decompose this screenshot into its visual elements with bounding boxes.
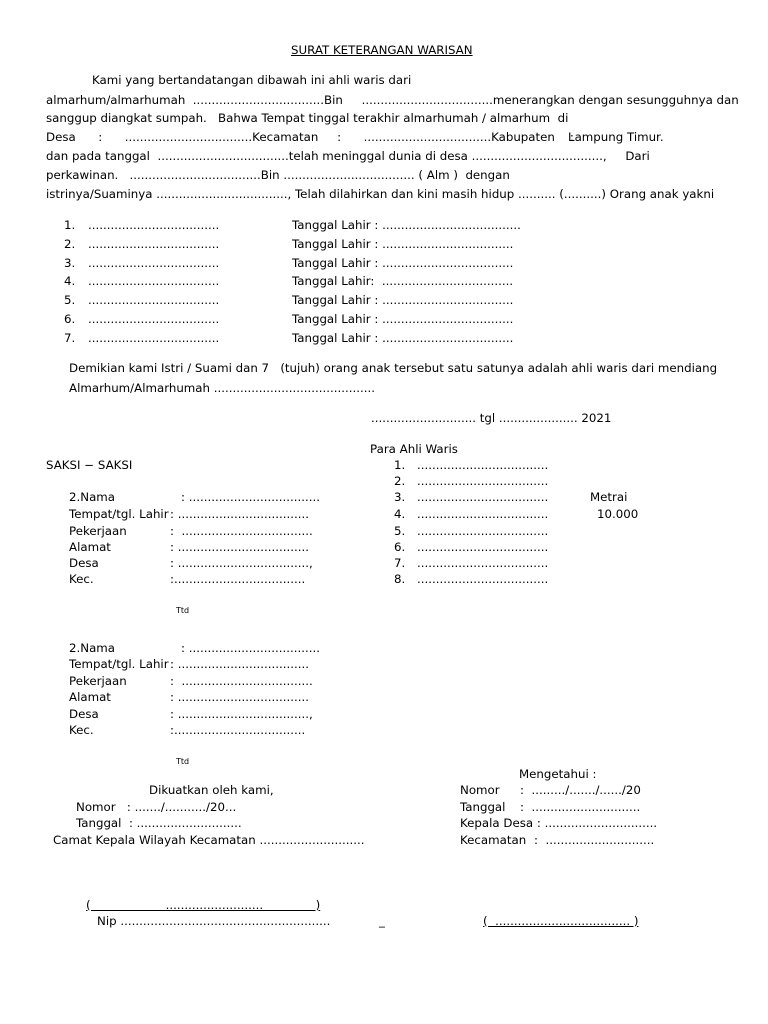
item-number: 2. <box>64 237 76 251</box>
witness-birth-label: Tempat/tgl. Lahir <box>69 507 169 521</box>
heir-number: 7. <box>394 556 406 570</box>
heir-name: ................................... <box>417 507 549 521</box>
stamp-label: Metrai <box>590 490 628 504</box>
document-title: SURAT KETERANGAN WARISAN <box>291 43 473 57</box>
witnesses-heading: SAKSI − SAKSI <box>46 458 133 472</box>
endorsement-heading: Dikuatkan oleh kami, <box>149 783 274 797</box>
child-name: ................................... <box>88 256 220 270</box>
center-dash: _ <box>379 914 385 928</box>
witness-job-label: Pekerjaan <box>69 674 127 688</box>
ack-nomor-label: Nomor <box>460 783 500 797</box>
ack-kecamatan-label: Kecamatan <box>460 833 527 847</box>
list-item <box>64 293 75 307</box>
heir-name: ................................... <box>417 474 549 488</box>
witness-village-value: : ..................................., <box>170 707 313 721</box>
item-number: 3. <box>64 256 76 270</box>
witness-address-value: : ................................... <box>170 540 309 554</box>
heirs-heading: Para Ahli Waris <box>370 442 458 456</box>
child-name: ................................... <box>88 218 220 232</box>
heir-number: 6. <box>394 540 406 554</box>
witness-district-label: Kec. <box>69 723 94 737</box>
intro-line-4: Desa : ..................................Kecamatan : ..................................Kabupaten : <box>46 130 574 144</box>
heir-name: ................................... <box>417 524 549 538</box>
endorsement-tanggal: Tanggal : ............................ <box>76 816 242 830</box>
endorsement-nomor: Nomor : ......./.........../20... <box>76 800 237 814</box>
heir-name: ................................... <box>417 490 549 504</box>
ack-tanggal-label: Tanggal <box>460 800 506 814</box>
item-number: 4. <box>64 274 76 288</box>
heir-number: 8. <box>394 572 406 586</box>
item-number: 5. <box>64 293 76 307</box>
item-number: 7. <box>64 331 76 345</box>
heir-number: 5. <box>394 524 406 538</box>
list-item <box>64 237 75 251</box>
endorsement-camat: Camat Kepala Wilayah Kecamatan ............................ <box>53 833 365 847</box>
ack-kecamatan-value: : ............................. <box>534 833 655 847</box>
child-dob: Tanggal Lahir : ................................... <box>292 293 514 307</box>
item-number: 1. <box>64 218 76 232</box>
witness-address-label: Alamat <box>69 690 111 704</box>
child-dob: Tanggal Lahir : ................................... <box>292 312 514 326</box>
list-item <box>64 274 75 288</box>
child-name: ................................... <box>88 274 220 288</box>
witness-village-label: Desa <box>69 556 99 570</box>
witness-village-value: : ..................................., <box>170 556 313 570</box>
heir-name: ................................... <box>417 572 549 586</box>
closing-line-2: Almarhum/Almarhumah ........................................... <box>69 381 375 395</box>
intro-line-4-district: Lampung Timur. <box>568 130 664 144</box>
ack-village-head: Kepala Desa : .............................. <box>460 816 658 830</box>
witness-signature: Ttd <box>176 606 190 615</box>
witness-job-value: : ................................... <box>170 674 313 688</box>
child-name: ................................... <box>88 293 220 307</box>
witness-name-value: : ................................... <box>181 641 320 655</box>
ack-tanggal-value: : ............................. <box>520 800 641 814</box>
heir-number: 1. <box>394 458 406 472</box>
left-signature-line: ( .......................... ) <box>86 898 321 912</box>
heir-name: ................................... <box>417 458 549 472</box>
intro-line-2: almarhum/almarhumah ...................................Bin ...................................menerangkan dengan sesungguhnya dan <box>46 93 739 107</box>
child-dob: Tanggal Lahir : ..................................... <box>292 218 521 232</box>
child-dob: Tanggal Lahir : ................................... <box>292 256 514 270</box>
witness-name-value: : ................................... <box>181 490 320 504</box>
heir-number: 4. <box>394 507 406 521</box>
witness-name-label: 2.Nama <box>69 641 116 655</box>
witness-job-label: Pekerjaan <box>69 524 127 538</box>
ack-nomor-value: : ........./......./....../20 <box>520 783 641 797</box>
witness-village-label: Desa <box>69 707 99 721</box>
witness-district-value: :................................... <box>170 572 306 586</box>
witness-job-value: : ................................... <box>170 524 313 538</box>
date-line: ............................ tgl ..................... 2021 <box>371 411 612 425</box>
witness-district-value: :................................... <box>170 723 306 737</box>
witness-district-label: Kec. <box>69 572 94 586</box>
child-name: ................................... <box>88 331 220 345</box>
list-item <box>64 331 75 345</box>
heir-name: ................................... <box>417 540 549 554</box>
heir-number: 3. <box>394 490 406 504</box>
witness-name-label: 2.Nama <box>69 490 116 504</box>
nip-line: Nip ........................................................ <box>97 914 331 928</box>
list-item <box>64 218 75 232</box>
list-item <box>64 256 75 270</box>
witness-signature: Ttd <box>176 757 190 766</box>
child-dob: Tanggal Lahir : ................................... <box>292 237 514 251</box>
child-name: ................................... <box>88 237 220 251</box>
witness-birth-label: Tempat/tgl. Lahir <box>69 657 169 671</box>
right-signature-line: ( .................................... ) <box>483 914 639 928</box>
witness-birth-value: : ................................... <box>170 657 309 671</box>
intro-line-7: istrinya/Suaminya ..................................., Telah dilahirkan dan kini masih hidup .......... (..........) Orang anak yakni <box>46 187 715 201</box>
witness-address-value: : ................................... <box>170 690 309 704</box>
item-number: 6. <box>64 312 76 326</box>
acknowledgement-heading: Mengetahui : <box>519 767 597 781</box>
intro-line-1: Kami yang bertandatangan dibawah ini ahli waris dari <box>92 73 412 87</box>
list-item <box>64 312 75 326</box>
witness-birth-value: : ................................... <box>170 507 309 521</box>
heir-name: ................................... <box>417 556 549 570</box>
child-name: ................................... <box>88 312 220 326</box>
closing-line-1: Demikian kami Istri / Suami dan 7 (tujuh) orang anak tersebut satu satunya adalah ahli waris dari mendiang <box>69 361 718 375</box>
intro-line-3: sanggup diangkat sumpah. Bahwa Tempat tinggal terakhir almarhumah / almarhum di <box>46 111 569 125</box>
stamp-value: 10.000 <box>597 507 639 521</box>
child-dob: Tanggal Lahir : ................................... <box>292 331 514 345</box>
child-dob: Tanggal Lahir: ................................... <box>292 274 514 288</box>
heir-number: 2. <box>394 474 406 488</box>
intro-line-5: dan pada tanggal ...................................telah meninggal dunia di desa ..................................., Dari <box>46 149 650 163</box>
witness-address-label: Alamat <box>69 540 111 554</box>
intro-line-6: perkawinan. ...................................Bin ................................... ( Alm ) dengan <box>46 168 510 182</box>
